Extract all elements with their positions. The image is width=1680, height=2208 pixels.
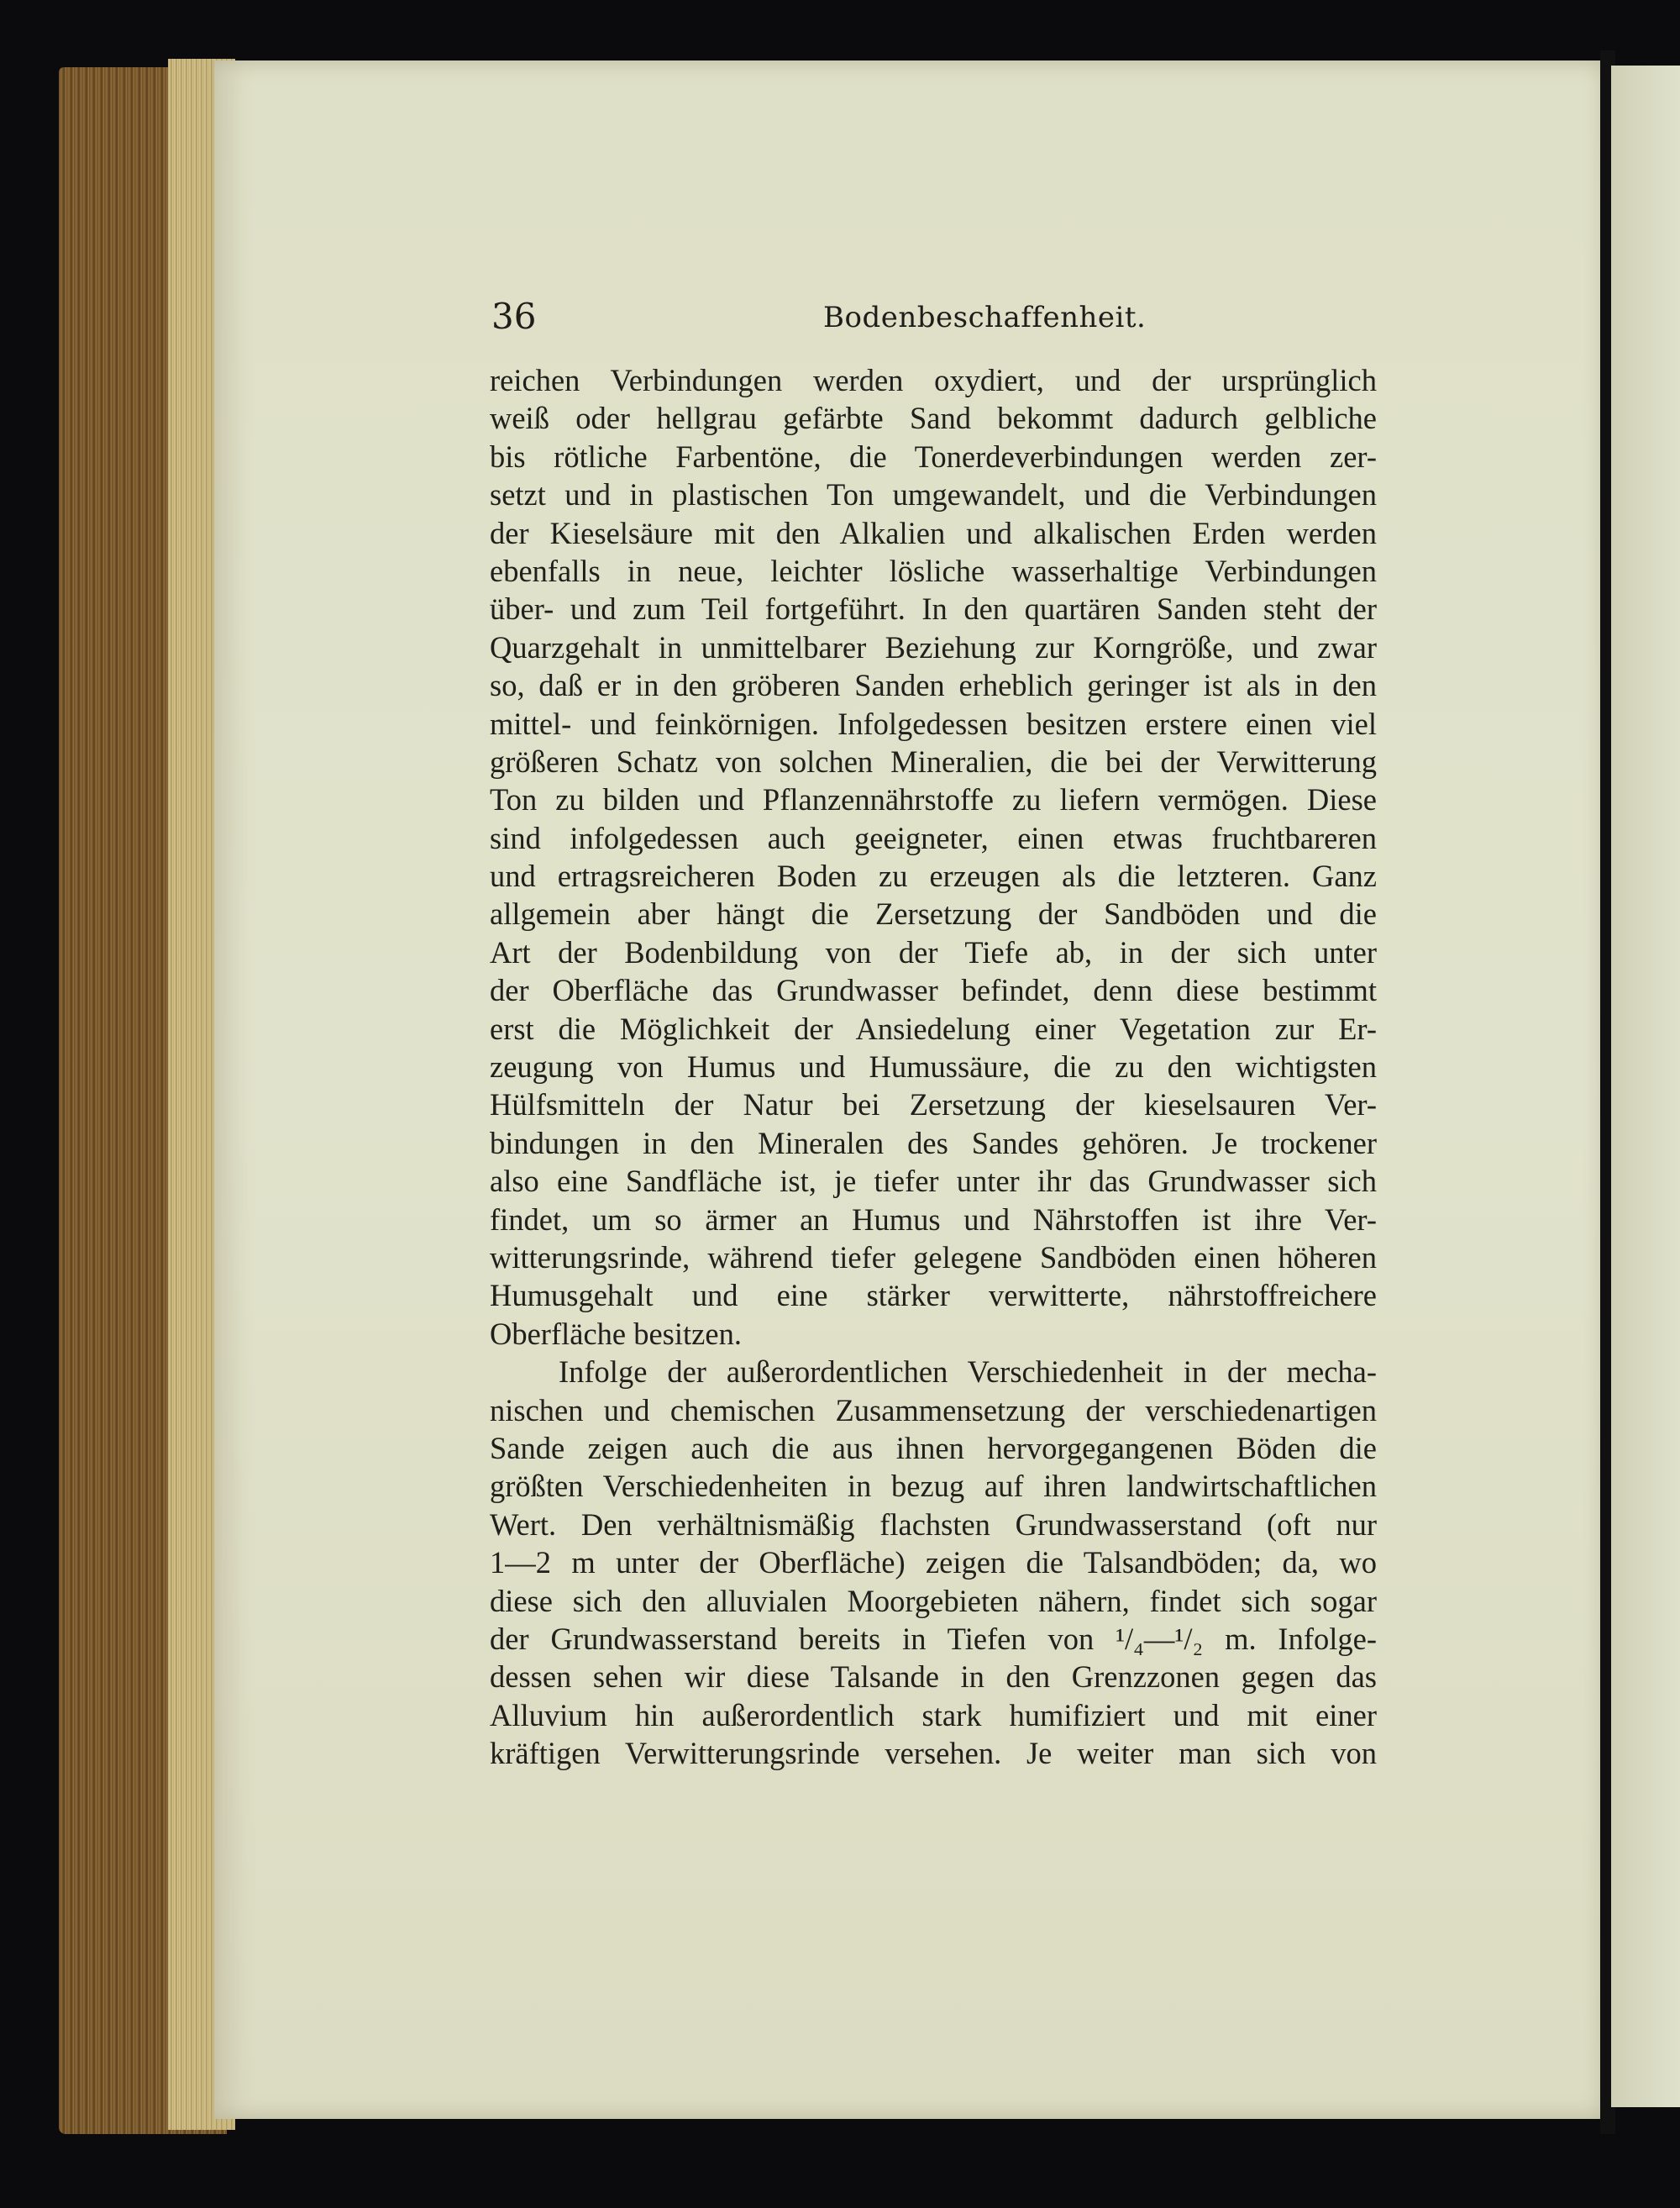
running-head: Bodenbeschaffenheit. [823,301,1147,334]
text-line: findet, um so ärmer an Humus und Nährstoffen ist ihre Ver- [490,1201,1377,1237]
body-text [490,361,1377,1772]
text-line: Humusgehalt und eine stärker verwitterte, nährstoffreichere [490,1278,1377,1313]
text-line: Infolge der außerordentlichen Verschiedenheit in der mecha- [559,1354,1377,1390]
text-line: diese sich den alluvialen Moorgebieten nähern, findet sich sogar [490,1583,1377,1618]
text-line: ebenfalls in neue, leichter lösliche wasserhaltige Verbindungen [490,553,1377,588]
text-line: der Oberfläche das Grundwasser befindet, denn diese bestimmt [490,973,1377,1008]
facing-page-edge [1611,66,1680,2107]
text-line: erst die Möglichkeit der Ansiedelung einer Vegetation zur Er- [490,1011,1377,1046]
text-line: der Kieselsäure mit den Alkalien und alkalischen Erden werden [490,515,1377,550]
text-line: nischen und chemischen Zusammensetzung der verschiedenartigen [490,1392,1377,1427]
text-line: Ton zu bilden und Pflanzennährstoffe zu liefern vermögen. Diese [490,782,1377,817]
text-line: Alluvium hin außerordentlich stark humifiziert und mit einer [490,1697,1377,1732]
text-line: Oberfläche besitzen. [490,1316,742,1351]
text-line: kräftigen Verwitterungsrinde versehen. Je weiter man sich von [490,1736,1377,1771]
text-line: sind infolgedessen auch geeigneter, einen etwas fruchtbareren [490,820,1377,855]
text-line: und ertragsreicheren Boden zu erzeugen als die letzteren. Ganz [490,859,1377,894]
text-line: allgemein aber hängt die Zersetzung der Sandböden und die [490,896,1377,932]
text-line: Sande zeigen auch die aus ihnen hervorgegangenen Böden die [490,1430,1377,1465]
text-line: also eine Sandfläche ist, je tiefer unter ihr das Grundwasser sich [490,1164,1377,1199]
text-line: weiß oder hellgrau gefärbte Sand bekommt dadurch gelbliche [490,401,1377,436]
text-line: der Grundwasserstand bereits in Tiefen von ¹/₄—¹/₂ m. Infolge- [490,1621,1377,1656]
text-line: über- und zum Teil fortgeführt. In den quartären Sanden steht der [490,591,1377,627]
text-line: witterungsrinde, während tiefer gelegene Sandböden einen höheren [490,1239,1377,1275]
page-number: 36 [491,296,537,337]
text-line: reichen Verbindungen werden oxydiert, und der ursprünglich [490,363,1377,397]
text-line: größeren Schatz von solchen Mineralien, die bei der Verwitterung [490,744,1377,779]
text-line: größten Verschiedenheiten in bezug auf ihren landwirtschaftlichen [490,1469,1377,1504]
text-line: mittel- und feinkörnigen. Infolgedessen besitzen erstere einen viel [490,706,1377,741]
text-line: bindungen in den Mineralen des Sandes gehören. Je trockener [490,1125,1377,1160]
text-line: Quarzgehalt in unmittelbarer Beziehung zur Korngröße, und zwar [490,629,1377,665]
text-line: bis rötliche Farbentöne, die Tonerdeverbindungen werden zer- [490,439,1377,474]
text-line: Art der Bodenbildung von der Tiefe ab, in der sich unter [490,934,1377,970]
text-line: dessen sehen wir diese Talsande in den Grenzzonen gegen das [490,1659,1377,1695]
page-header [491,296,1373,346]
text-line: 1—2 m unter der Oberfläche) zeigen die Talsandböden; da, wo [490,1545,1377,1580]
text-line: zeugung von Humus und Humussäure, die zu den wichtigsten [490,1049,1377,1085]
text-line: so, daß er in den gröberen Sanden erheblich geringer ist als in den [490,668,1377,703]
text-line: setzt und in plastischen Ton umgewandelt, und die Verbindungen [490,477,1377,513]
text-line: Hülfsmitteln der Natur bei Zersetzung der kieselsauren Ver- [490,1087,1377,1122]
text-line: Wert. Den verhältnismäßig flachsten Grundwasserstand (oft nur [490,1506,1377,1542]
